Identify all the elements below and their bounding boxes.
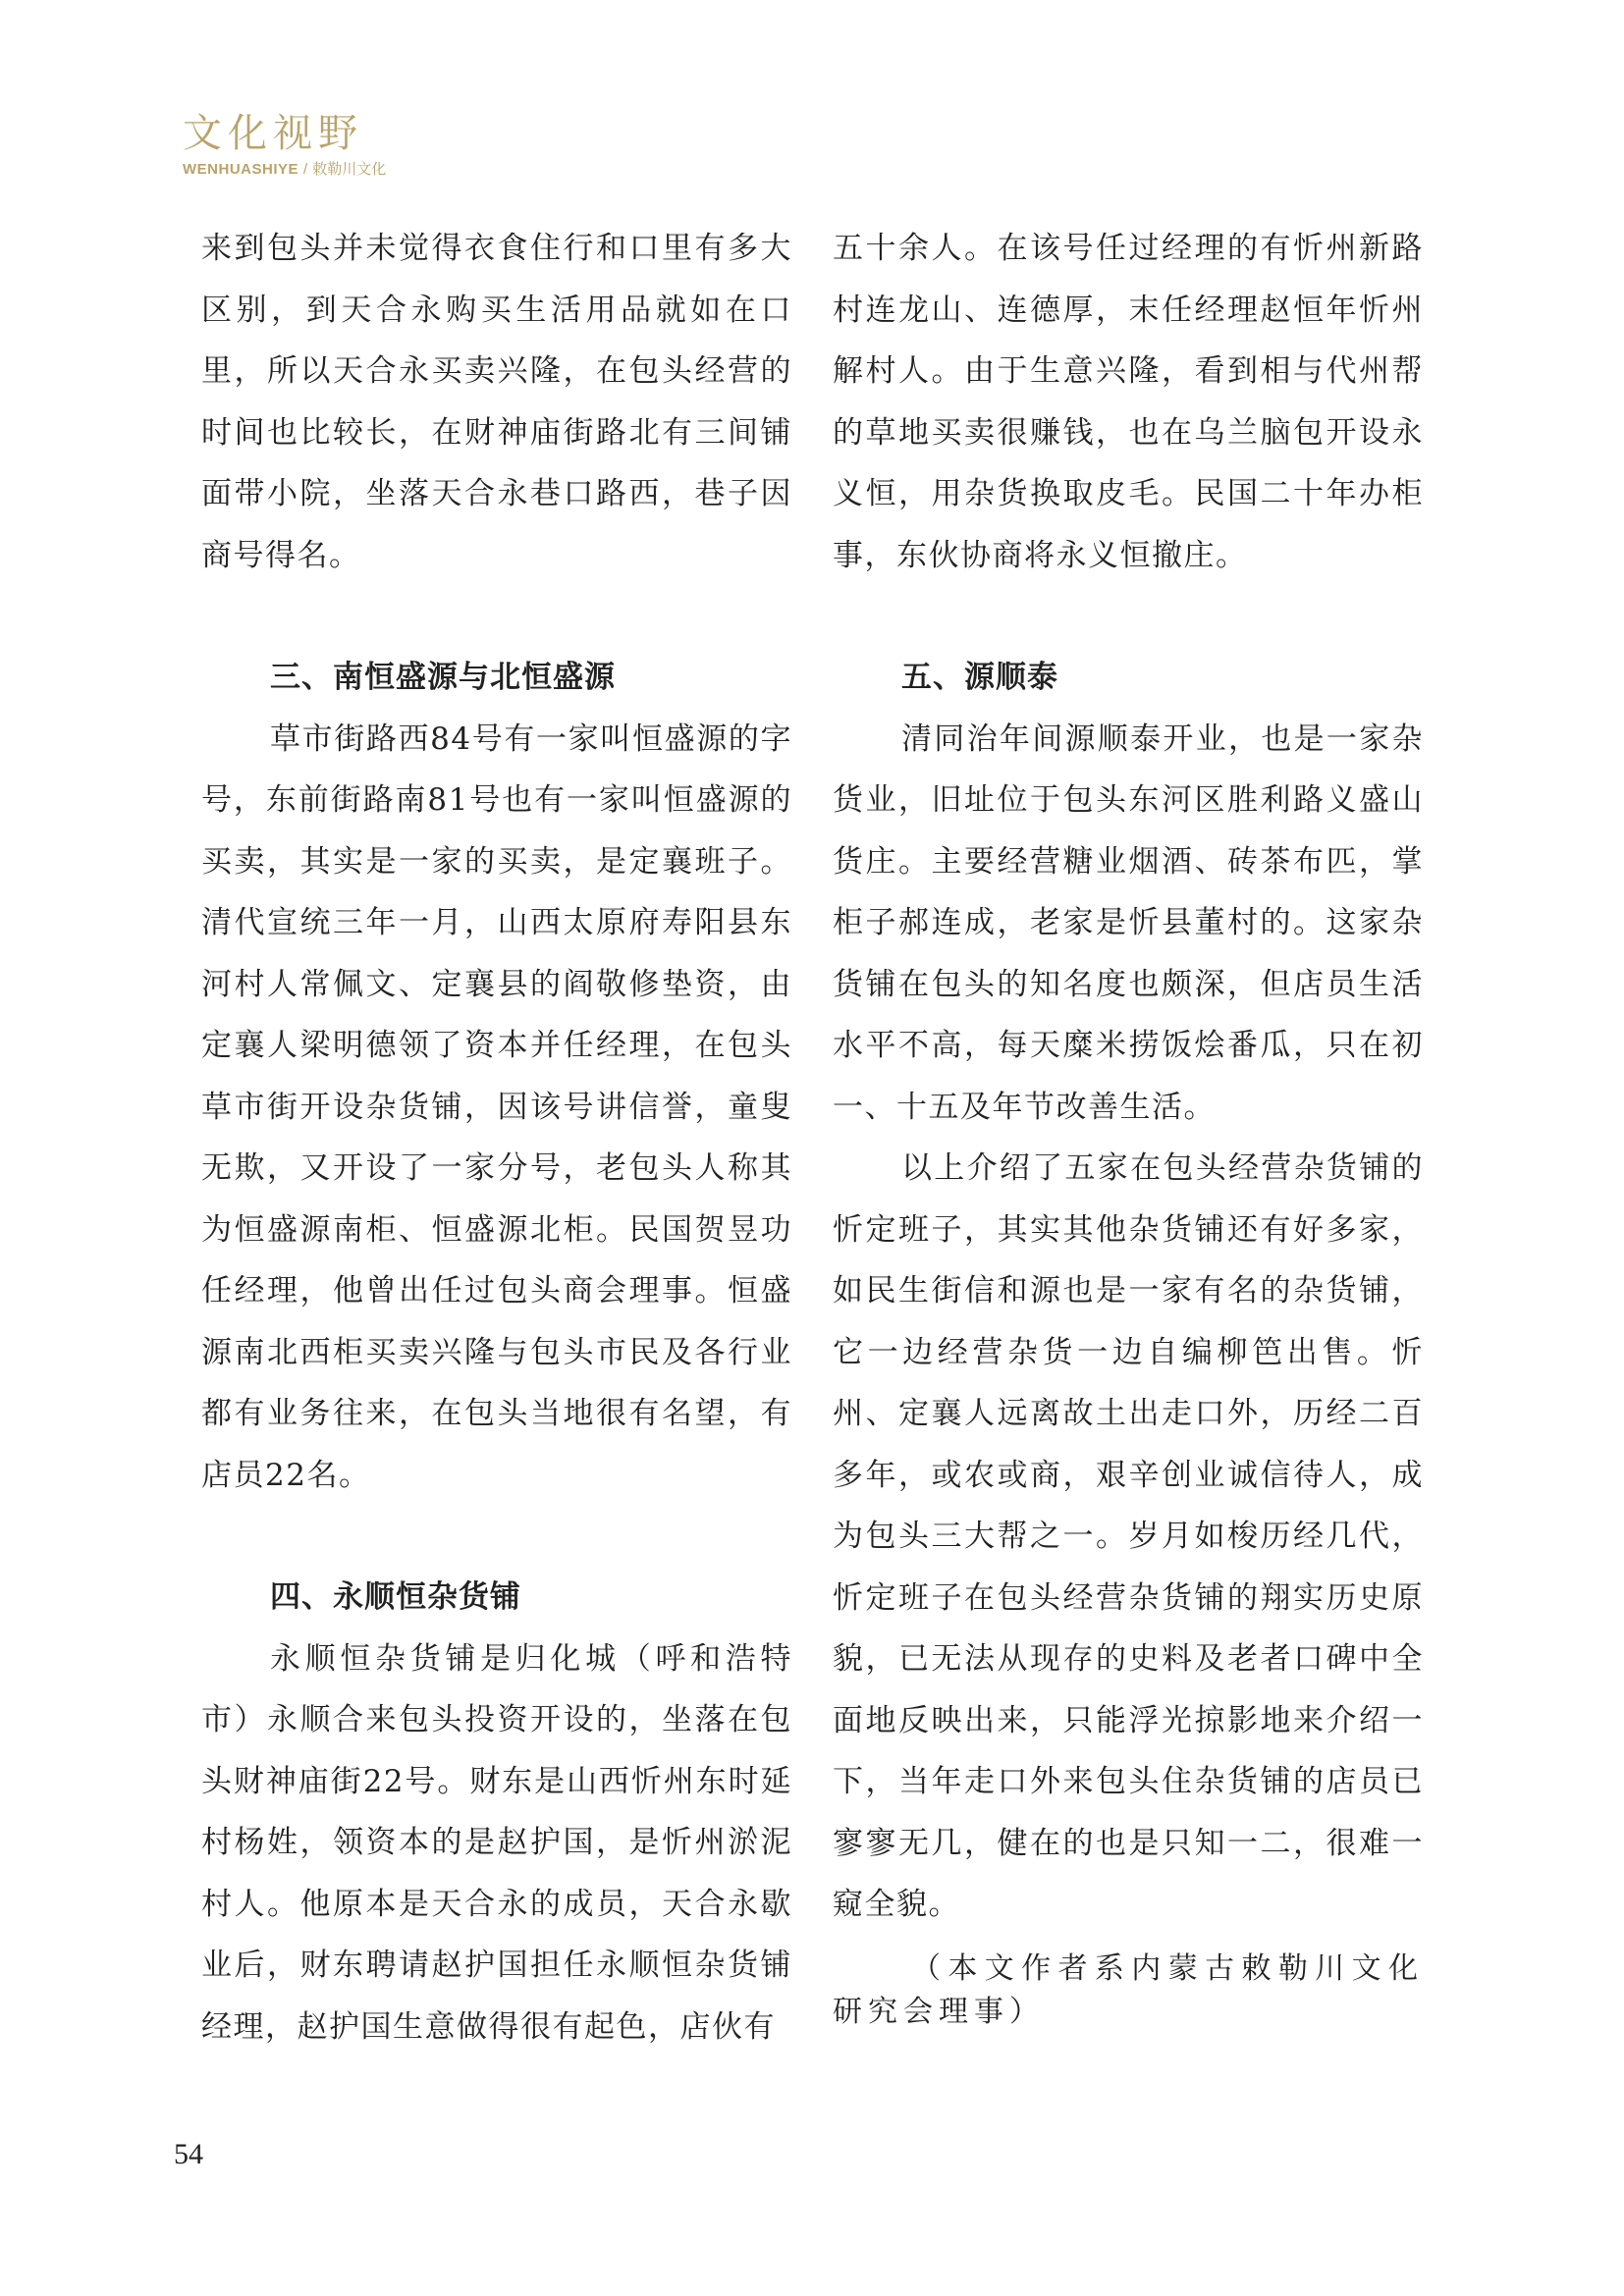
subtitle-slash: / [303, 161, 308, 178]
section-heading-5: 五、源顺泰 [901, 660, 1058, 695]
paragraph-section-3: 草市街路西84号有一家叫恒盛源的字号，东前街路南81号也有一家叫恒盛源的买卖，其实是一家的买卖，是定襄班子。清代宣统三年一月，山西太原府寿阳县东河村人常佩文、定襄县的阎敬修垫资，由定襄人梁明德领了资本并任经理，在包头草市街开设杂货铺，因该号讲信誉，童叟无欺，又开设了一家分号，老包头人称其为恒盛源南柜、恒盛源北柜。民国贺昱功任经理，他曾出任过包头商会理事。恒盛源南北西柜买卖兴隆与包头市民及各行业都有业务往来，在包头当地很有名望，有店员22名。 [201, 721, 792, 1493]
section-gap [201, 1506, 792, 1567]
paragraph-continued-left: 来到包头并未觉得衣食住行和口里有多大区别，到天合永购买生活用品就如在口里，所以天合永买卖兴隆，在包头经营的时间也比较长，在财神庙街路北有三间铺面带小院，坐落天合永巷口路西，巷子因商号得名。 [201, 231, 792, 573]
section-gap [201, 586, 792, 647]
author-note: （本文作者系内蒙古敕勒川文化研究会理事） [833, 1950, 1424, 2029]
right-column [833, 218, 1424, 2034]
paragraph-closing: 以上介绍了五家在包头经营杂货铺的忻定班子，其实其他杂货铺还有好多家，如民生街信和源也是一家有名的杂货铺，它一边经营杂货一边自编柳笆出售。忻州、定襄人远离故土出走口外，历经二百多年，或农或商，艰辛创业诚信待人，成为包头三大帮之一。岁月如梭历经几代，忻定班子在包头经营杂货铺的翔实历史原貌，已无法从现存的史料及老者口碑中全面地反映出来，只能浮光掠影地来介绍一下，当年走口外来包头住杂货铺的店员已寥寥无几，健在的也是只知一二，很难一窥全貌。 [833, 1150, 1424, 1922]
left-column [201, 218, 792, 2057]
section-title: 文化视野 [183, 111, 363, 156]
section-heading-3: 三、南恒盛源与北恒盛源 [270, 660, 616, 695]
subtitle-chinese: 敕勒川文化 [312, 161, 387, 178]
running-header [183, 110, 386, 179]
section-gap [833, 586, 1424, 647]
subtitle-english: WENHUASHIYE [183, 161, 299, 178]
page-number: 54 [174, 2138, 203, 2170]
paragraph-section-5: 清同治年间源顺泰开业，也是一家杂货业，旧址位于包头东河区胜利路义盛山货庄。主要经营糖业烟酒、砖茶布匹，掌柜子郝连成，老家是忻县董村的。这家杂货铺在包头的知名度也颇深，但店员生活水平不高，每天糜米捞饭烩番瓜，只在初一、十五及年节改善生活。 [833, 721, 1424, 1125]
section-heading-4: 四、永顺恒杂货铺 [270, 1579, 521, 1615]
paragraph-continued-right: 五十余人。在该号任过经理的有忻州新路村连龙山、连德厚，末任经理赵恒年忻州解村人。由于生意兴隆，看到相与代州帮的草地买卖很赚钱，也在乌兰脑包开设永义恒，用杂货换取皮毛。民国二十年办柜事，东伙协商将永义恒撤庄。 [833, 231, 1424, 573]
section-subtitle [183, 161, 386, 179]
paragraph-section-4: 永顺恒杂货铺是归化城（呼和浩特市）永顺合来包头投资开设的，坐落在包头财神庙街22号。财东是山西忻州东时延村杨姓，领资本的是赵护国，是忻州淤泥村人。他原本是天合永的成员，天合永歇业后，财东聘请赵护国担任永顺恒杂货铺经理，赵护国生意做得很有起色，店伙有 [201, 1640, 792, 2045]
